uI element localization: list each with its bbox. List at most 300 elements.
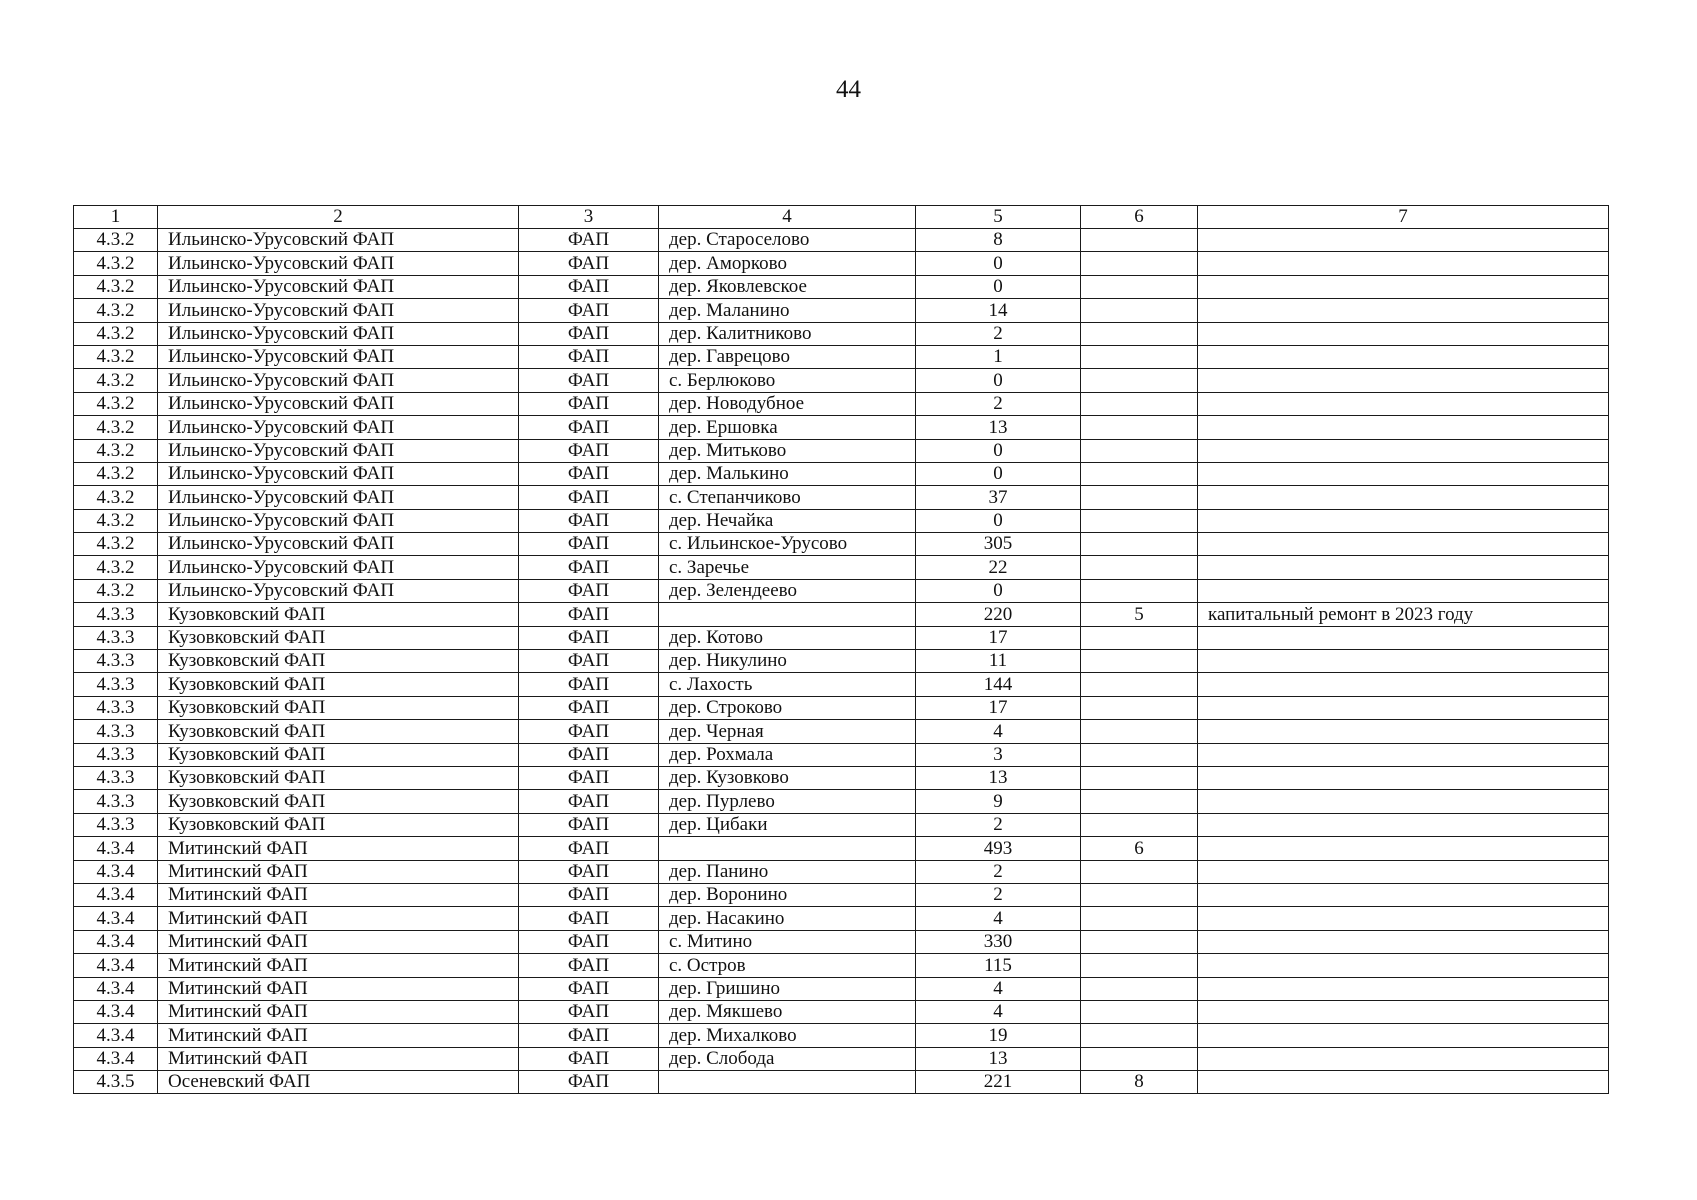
population-cell: 493 xyxy=(916,837,1081,860)
note-cell xyxy=(1198,930,1609,953)
table-row xyxy=(74,883,1609,906)
facility-type-cell: ФАП xyxy=(519,345,659,368)
population-cell: 37 xyxy=(916,486,1081,509)
distance-cell xyxy=(1081,790,1198,813)
locality-cell: дер. Рохмала xyxy=(659,743,916,766)
facility-name-cell: Ильинско-Урусовский ФАП xyxy=(158,299,519,322)
facility-type-cell: ФАП xyxy=(519,930,659,953)
facility-type-cell: ФАП xyxy=(519,1071,659,1094)
distance-cell: 5 xyxy=(1081,603,1198,626)
population-cell: 305 xyxy=(916,533,1081,556)
table-row xyxy=(74,837,1609,860)
facility-name-cell: Ильинско-Урусовский ФАП xyxy=(158,462,519,485)
facility-name-cell: Кузовковский ФАП xyxy=(158,626,519,649)
distance-cell xyxy=(1081,299,1198,322)
facility-type-cell: ФАП xyxy=(519,392,659,415)
row-number-cell: 4.3.4 xyxy=(74,1024,158,1047)
note-cell xyxy=(1198,439,1609,462)
distance-cell xyxy=(1081,416,1198,439)
row-number-cell: 4.3.4 xyxy=(74,1000,158,1023)
row-number-cell: 4.3.2 xyxy=(74,556,158,579)
facility-type-cell: ФАП xyxy=(519,579,659,602)
row-number-cell: 4.3.3 xyxy=(74,626,158,649)
distance-cell xyxy=(1081,322,1198,345)
distance-cell xyxy=(1081,275,1198,298)
row-number-cell: 4.3.4 xyxy=(74,1047,158,1070)
distance-cell xyxy=(1081,813,1198,836)
locality-cell xyxy=(659,603,916,626)
population-cell: 8 xyxy=(916,229,1081,252)
facility-name-cell: Кузовковский ФАП xyxy=(158,650,519,673)
facility-type-cell: ФАП xyxy=(519,556,659,579)
row-number-cell: 4.3.2 xyxy=(74,229,158,252)
population-cell: 4 xyxy=(916,720,1081,743)
table-row xyxy=(74,462,1609,485)
facility-type-cell: ФАП xyxy=(519,1024,659,1047)
page-number: 44 xyxy=(836,76,861,103)
note-cell xyxy=(1198,673,1609,696)
facility-type-cell: ФАП xyxy=(519,860,659,883)
row-number-cell: 4.3.2 xyxy=(74,486,158,509)
table-row xyxy=(74,486,1609,509)
distance-cell xyxy=(1081,369,1198,392)
row-number-cell: 4.3.2 xyxy=(74,345,158,368)
facility-type-cell: ФАП xyxy=(519,650,659,673)
facility-type-cell: ФАП xyxy=(519,766,659,789)
row-number-cell: 4.3.4 xyxy=(74,954,158,977)
note-cell xyxy=(1198,766,1609,789)
note-cell xyxy=(1198,462,1609,485)
row-number-cell: 4.3.2 xyxy=(74,275,158,298)
population-cell: 14 xyxy=(916,299,1081,322)
table-row xyxy=(74,813,1609,836)
facility-name-cell: Ильинско-Урусовский ФАП xyxy=(158,556,519,579)
note-cell xyxy=(1198,860,1609,883)
locality-cell: дер. Гришино xyxy=(659,977,916,1000)
row-number-cell: 4.3.2 xyxy=(74,392,158,415)
note-cell xyxy=(1198,509,1609,532)
row-number-cell: 4.3.2 xyxy=(74,439,158,462)
locality-cell: дер. Нечайка xyxy=(659,509,916,532)
row-number-cell: 4.3.3 xyxy=(74,673,158,696)
facility-type-cell: ФАП xyxy=(519,509,659,532)
table-row xyxy=(74,790,1609,813)
locality-cell: дер. Ершовка xyxy=(659,416,916,439)
row-number-cell: 4.3.2 xyxy=(74,462,158,485)
locality-cell: дер. Насакино xyxy=(659,907,916,930)
facility-type-cell: ФАП xyxy=(519,533,659,556)
facility-type-cell: ФАП xyxy=(519,720,659,743)
note-cell xyxy=(1198,1000,1609,1023)
population-cell: 2 xyxy=(916,392,1081,415)
row-number-cell: 4.3.4 xyxy=(74,883,158,906)
population-cell: 0 xyxy=(916,509,1081,532)
locality-cell: дер. Гаврецово xyxy=(659,345,916,368)
population-cell: 0 xyxy=(916,579,1081,602)
population-cell: 2 xyxy=(916,813,1081,836)
facility-type-cell: ФАП xyxy=(519,790,659,813)
locality-cell: дер. Зелендеево xyxy=(659,579,916,602)
row-number-cell: 4.3.3 xyxy=(74,720,158,743)
row-number-cell: 4.3.2 xyxy=(74,533,158,556)
facility-type-cell: ФАП xyxy=(519,626,659,649)
locality-cell: дер. Панино xyxy=(659,860,916,883)
table-row xyxy=(74,673,1609,696)
locality-cell xyxy=(659,837,916,860)
population-cell: 13 xyxy=(916,416,1081,439)
locality-cell: дер. Слобода xyxy=(659,1047,916,1070)
facility-type-cell: ФАП xyxy=(519,416,659,439)
table-row xyxy=(74,766,1609,789)
population-cell: 0 xyxy=(916,275,1081,298)
facility-name-cell: Ильинско-Урусовский ФАП xyxy=(158,392,519,415)
table-row xyxy=(74,720,1609,743)
population-cell: 19 xyxy=(916,1024,1081,1047)
facility-type-cell: ФАП xyxy=(519,369,659,392)
note-cell xyxy=(1198,229,1609,252)
locality-cell: дер. Калитниково xyxy=(659,322,916,345)
locality-cell: дер. Никулино xyxy=(659,650,916,673)
header-row xyxy=(74,206,1609,229)
row-number-cell: 4.3.5 xyxy=(74,1071,158,1094)
locality-cell: дер. Староселово xyxy=(659,229,916,252)
facility-type-cell: ФАП xyxy=(519,486,659,509)
facility-name-cell: Ильинско-Урусовский ФАП xyxy=(158,322,519,345)
note-cell xyxy=(1198,369,1609,392)
note-cell xyxy=(1198,299,1609,322)
locality-cell: с. Митино xyxy=(659,930,916,953)
facility-name-cell: Ильинско-Урусовский ФАП xyxy=(158,533,519,556)
note-cell xyxy=(1198,486,1609,509)
table-row xyxy=(74,860,1609,883)
population-cell: 17 xyxy=(916,696,1081,719)
locality-cell: дер. Митьково xyxy=(659,439,916,462)
population-cell: 4 xyxy=(916,977,1081,1000)
facility-type-cell: ФАП xyxy=(519,439,659,462)
locality-cell: с. Степанчиково xyxy=(659,486,916,509)
header-cell-4: 4 xyxy=(659,206,916,229)
facility-name-cell: Митинский ФАП xyxy=(158,837,519,860)
locality-cell: дер. Кузовково xyxy=(659,766,916,789)
facility-name-cell: Кузовковский ФАП xyxy=(158,766,519,789)
note-cell xyxy=(1198,743,1609,766)
table-row xyxy=(74,252,1609,275)
population-cell: 1 xyxy=(916,345,1081,368)
locality-cell: дер. Аморково xyxy=(659,252,916,275)
facility-type-cell: ФАП xyxy=(519,462,659,485)
facility-type-cell: ФАП xyxy=(519,229,659,252)
distance-cell xyxy=(1081,252,1198,275)
note-cell xyxy=(1198,883,1609,906)
table-row xyxy=(74,509,1609,532)
facility-name-cell: Ильинско-Урусовский ФАП xyxy=(158,229,519,252)
table-header xyxy=(74,206,1609,229)
table-row xyxy=(74,533,1609,556)
note-cell xyxy=(1198,556,1609,579)
facility-name-cell: Кузовковский ФАП xyxy=(158,720,519,743)
row-number-cell: 4.3.3 xyxy=(74,813,158,836)
row-number-cell: 4.3.4 xyxy=(74,837,158,860)
locality-cell: дер. Михалково xyxy=(659,1024,916,1047)
facility-name-cell: Кузовковский ФАП xyxy=(158,790,519,813)
population-cell: 0 xyxy=(916,439,1081,462)
facility-name-cell: Кузовковский ФАП xyxy=(158,673,519,696)
note-cell xyxy=(1198,392,1609,415)
note-cell xyxy=(1198,1024,1609,1047)
table-row xyxy=(74,1024,1609,1047)
table-row xyxy=(74,907,1609,930)
row-number-cell: 4.3.3 xyxy=(74,790,158,813)
distance-cell xyxy=(1081,439,1198,462)
note-cell xyxy=(1198,626,1609,649)
locality-cell: дер. Маланино xyxy=(659,299,916,322)
distance-cell xyxy=(1081,766,1198,789)
table-row xyxy=(74,556,1609,579)
facility-type-cell: ФАП xyxy=(519,275,659,298)
facility-name-cell: Ильинско-Урусовский ФАП xyxy=(158,369,519,392)
note-cell xyxy=(1198,696,1609,719)
distance-cell xyxy=(1081,486,1198,509)
facility-name-cell: Кузовковский ФАП xyxy=(158,603,519,626)
facility-name-cell: Митинский ФАП xyxy=(158,977,519,1000)
row-number-cell: 4.3.2 xyxy=(74,416,158,439)
population-cell: 13 xyxy=(916,1047,1081,1070)
note-cell xyxy=(1198,837,1609,860)
facility-type-cell: ФАП xyxy=(519,1047,659,1070)
facility-name-cell: Кузовковский ФАП xyxy=(158,743,519,766)
note-cell xyxy=(1198,579,1609,602)
distance-cell xyxy=(1081,229,1198,252)
note-cell xyxy=(1198,790,1609,813)
table-row xyxy=(74,954,1609,977)
table-row xyxy=(74,345,1609,368)
note-cell xyxy=(1198,275,1609,298)
facility-name-cell: Ильинско-Урусовский ФАП xyxy=(158,345,519,368)
note-cell xyxy=(1198,907,1609,930)
facilities-table xyxy=(73,205,1609,1094)
facility-name-cell: Митинский ФАП xyxy=(158,883,519,906)
table-row xyxy=(74,229,1609,252)
facility-name-cell: Ильинско-Урусовский ФАП xyxy=(158,439,519,462)
population-cell: 144 xyxy=(916,673,1081,696)
distance-cell xyxy=(1081,556,1198,579)
population-cell: 13 xyxy=(916,766,1081,789)
distance-cell xyxy=(1081,907,1198,930)
distance-cell xyxy=(1081,345,1198,368)
facility-type-cell: ФАП xyxy=(519,252,659,275)
facility-type-cell: ФАП xyxy=(519,696,659,719)
note-cell xyxy=(1198,650,1609,673)
locality-cell: дер. Цибаки xyxy=(659,813,916,836)
facility-type-cell: ФАП xyxy=(519,299,659,322)
locality-cell: дер. Малькино xyxy=(659,462,916,485)
facility-name-cell: Ильинско-Урусовский ФАП xyxy=(158,416,519,439)
population-cell: 3 xyxy=(916,743,1081,766)
locality-cell: с. Берлюково xyxy=(659,369,916,392)
distance-cell xyxy=(1081,462,1198,485)
note-cell xyxy=(1198,977,1609,1000)
locality-cell: дер. Пурлево xyxy=(659,790,916,813)
locality-cell: дер. Новодубное xyxy=(659,392,916,415)
row-number-cell: 4.3.2 xyxy=(74,322,158,345)
distance-cell xyxy=(1081,1000,1198,1023)
facility-type-cell: ФАП xyxy=(519,883,659,906)
note-cell xyxy=(1198,416,1609,439)
facility-name-cell: Митинский ФАП xyxy=(158,1000,519,1023)
locality-cell xyxy=(659,1071,916,1094)
facility-name-cell: Ильинско-Урусовский ФАП xyxy=(158,252,519,275)
table-row xyxy=(74,299,1609,322)
table-body xyxy=(74,229,1609,1094)
table-row xyxy=(74,1071,1609,1094)
note-cell xyxy=(1198,813,1609,836)
population-cell: 220 xyxy=(916,603,1081,626)
note-cell xyxy=(1198,954,1609,977)
facility-type-cell: ФАП xyxy=(519,907,659,930)
population-cell: 2 xyxy=(916,860,1081,883)
table-row xyxy=(74,1047,1609,1070)
row-number-cell: 4.3.2 xyxy=(74,579,158,602)
population-cell: 17 xyxy=(916,626,1081,649)
population-cell: 0 xyxy=(916,369,1081,392)
population-cell: 0 xyxy=(916,252,1081,275)
row-number-cell: 4.3.2 xyxy=(74,299,158,322)
distance-cell: 6 xyxy=(1081,837,1198,860)
table-row xyxy=(74,696,1609,719)
facility-name-cell: Митинский ФАП xyxy=(158,954,519,977)
locality-cell: с. Ильинское-Урусово xyxy=(659,533,916,556)
distance-cell xyxy=(1081,626,1198,649)
distance-cell xyxy=(1081,509,1198,532)
distance-cell xyxy=(1081,883,1198,906)
row-number-cell: 4.3.2 xyxy=(74,369,158,392)
population-cell: 0 xyxy=(916,462,1081,485)
locality-cell: дер. Мякшево xyxy=(659,1000,916,1023)
table-row xyxy=(74,977,1609,1000)
locality-cell: дер. Черная xyxy=(659,720,916,743)
row-number-cell: 4.3.4 xyxy=(74,860,158,883)
locality-cell: дер. Строково xyxy=(659,696,916,719)
distance-cell xyxy=(1081,696,1198,719)
distance-cell xyxy=(1081,650,1198,673)
distance-cell xyxy=(1081,533,1198,556)
locality-cell: дер. Яковлевское xyxy=(659,275,916,298)
facility-name-cell: Осеневский ФАП xyxy=(158,1071,519,1094)
row-number-cell: 4.3.4 xyxy=(74,977,158,1000)
population-cell: 221 xyxy=(916,1071,1081,1094)
table-row xyxy=(74,579,1609,602)
header-cell-6: 6 xyxy=(1081,206,1198,229)
distance-cell xyxy=(1081,860,1198,883)
facility-type-cell: ФАП xyxy=(519,673,659,696)
population-cell: 11 xyxy=(916,650,1081,673)
population-cell: 9 xyxy=(916,790,1081,813)
locality-cell: с. Лахость xyxy=(659,673,916,696)
distance-cell: 8 xyxy=(1081,1071,1198,1094)
population-cell: 330 xyxy=(916,930,1081,953)
facility-name-cell: Кузовковский ФАП xyxy=(158,696,519,719)
table-row xyxy=(74,603,1609,626)
facility-name-cell: Митинский ФАП xyxy=(158,1047,519,1070)
facility-type-cell: ФАП xyxy=(519,743,659,766)
population-cell: 2 xyxy=(916,883,1081,906)
facility-type-cell: ФАП xyxy=(519,954,659,977)
facility-name-cell: Ильинско-Урусовский ФАП xyxy=(158,486,519,509)
facility-name-cell: Митинский ФАП xyxy=(158,860,519,883)
table-row xyxy=(74,1000,1609,1023)
distance-cell xyxy=(1081,954,1198,977)
table-row xyxy=(74,392,1609,415)
row-number-cell: 4.3.3 xyxy=(74,696,158,719)
header-cell-3: 3 xyxy=(519,206,659,229)
row-number-cell: 4.3.4 xyxy=(74,930,158,953)
note-cell xyxy=(1198,345,1609,368)
note-cell xyxy=(1198,252,1609,275)
table-row xyxy=(74,416,1609,439)
population-cell: 2 xyxy=(916,322,1081,345)
table-row xyxy=(74,369,1609,392)
row-number-cell: 4.3.3 xyxy=(74,603,158,626)
table-row xyxy=(74,322,1609,345)
distance-cell xyxy=(1081,1047,1198,1070)
row-number-cell: 4.3.2 xyxy=(74,509,158,532)
header-cell-2: 2 xyxy=(158,206,519,229)
facility-name-cell: Ильинско-Урусовский ФАП xyxy=(158,579,519,602)
note-cell xyxy=(1198,322,1609,345)
facility-name-cell: Ильинско-Урусовский ФАП xyxy=(158,509,519,532)
distance-cell xyxy=(1081,720,1198,743)
distance-cell xyxy=(1081,579,1198,602)
row-number-cell: 4.3.3 xyxy=(74,650,158,673)
facility-type-cell: ФАП xyxy=(519,1000,659,1023)
locality-cell: дер. Воронино xyxy=(659,883,916,906)
header-cell-1: 1 xyxy=(74,206,158,229)
note-cell: капитальный ремонт в 2023 году xyxy=(1198,603,1609,626)
locality-cell: с. Остров xyxy=(659,954,916,977)
table-row xyxy=(74,439,1609,462)
locality-cell: дер. Котово xyxy=(659,626,916,649)
header-cell-5: 5 xyxy=(916,206,1081,229)
facility-type-cell: ФАП xyxy=(519,813,659,836)
row-number-cell: 4.3.3 xyxy=(74,743,158,766)
facility-type-cell: ФАП xyxy=(519,322,659,345)
table-row xyxy=(74,650,1609,673)
note-cell xyxy=(1198,720,1609,743)
facility-name-cell: Кузовковский ФАП xyxy=(158,813,519,836)
row-number-cell: 4.3.2 xyxy=(74,252,158,275)
note-cell xyxy=(1198,533,1609,556)
distance-cell xyxy=(1081,673,1198,696)
table-row xyxy=(74,626,1609,649)
table-row xyxy=(74,930,1609,953)
table-row xyxy=(74,275,1609,298)
population-cell: 4 xyxy=(916,907,1081,930)
distance-cell xyxy=(1081,1024,1198,1047)
population-cell: 115 xyxy=(916,954,1081,977)
header-cell-7: 7 xyxy=(1198,206,1609,229)
note-cell xyxy=(1198,1047,1609,1070)
facility-name-cell: Митинский ФАП xyxy=(158,930,519,953)
facility-name-cell: Митинский ФАП xyxy=(158,907,519,930)
facility-type-cell: ФАП xyxy=(519,837,659,860)
population-cell: 4 xyxy=(916,1000,1081,1023)
distance-cell xyxy=(1081,392,1198,415)
population-cell: 22 xyxy=(916,556,1081,579)
distance-cell xyxy=(1081,977,1198,1000)
facility-name-cell: Митинский ФАП xyxy=(158,1024,519,1047)
facility-name-cell: Ильинско-Урусовский ФАП xyxy=(158,275,519,298)
facility-type-cell: ФАП xyxy=(519,603,659,626)
